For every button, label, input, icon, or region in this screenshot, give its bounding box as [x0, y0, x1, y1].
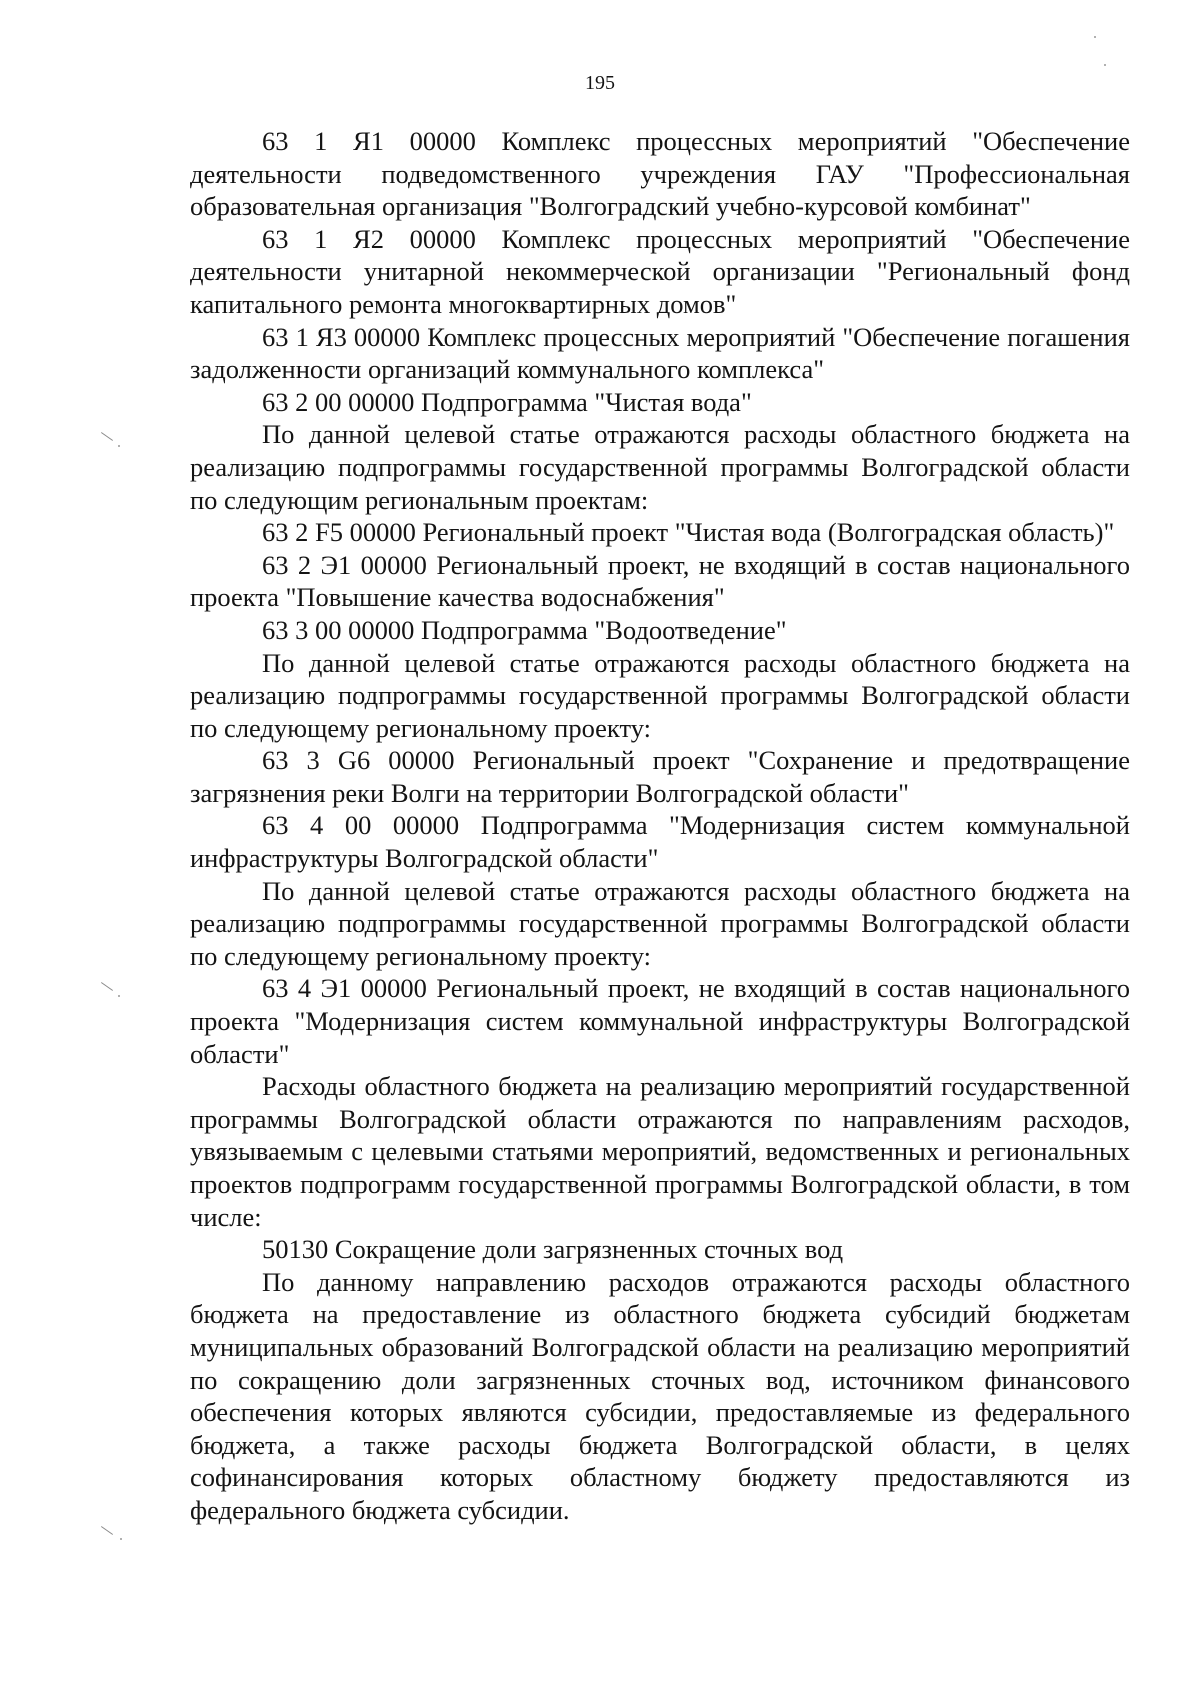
paragraph-13: 63 4 Э1 00000 Региональный проект, не входящий в состав национального проекта "Модернизация систем коммунальной инфраструктуры Волгоградской области" [190, 973, 1130, 1069]
paragraph-5: По данной целевой статье отражаются расходы областного бюджета на реализацию подпрограммы государственной программы Волгоградской области по следующим региональным проектам: [190, 419, 1130, 515]
scan-dot [118, 445, 120, 447]
paragraph-8: 63 3 00 00000 Подпрограмма "Водоотведение" [262, 614, 787, 645]
paragraph-1: 63 1 Я1 00000 Комплекс процессных мероприятий "Обеспечение деятельности подведомственного учреждения ГАУ "Профессиональная образовательная организация "Волгоградский учебно-курсовой комбинат" [190, 126, 1130, 222]
document-body [190, 125, 1130, 1527]
scan-dot [1104, 64, 1106, 66]
paragraph-7: 63 2 Э1 00000 Региональный проект, не входящий в состав национального проекта "Повышение качества водоснабжения" [190, 549, 1130, 613]
scan-mark [101, 432, 113, 441]
page-number: 195 [585, 72, 615, 94]
paragraph-3: 63 1 Я3 00000 Комплекс процессных мероприятий "Обеспечение погашения задолженности организаций коммунального комплекса" [190, 321, 1130, 385]
scan-dot [1094, 36, 1096, 38]
scan-dot [118, 995, 120, 997]
scan-mark [101, 982, 113, 991]
paragraph-14: Расходы областного бюджета на реализацию мероприятий государственной программы Волгоградской области отражаются по направлениям расходов, увязываемым с целевыми статьями мероприятий, ведомственных и региональных проектов подпрограмм государственной программы Волгоградской области, в том числе: [190, 1071, 1130, 1232]
scan-dot [120, 1538, 122, 1540]
paragraph-16: По данному направлению расходов отражаются расходы областного бюджета на предоставление из областного бюджета субсидий бюджетам муниципальных образований Волгоградской области на реализацию мероприятий по сокращению доли загрязненных сточных вод, источником финансового обеспечения которых являются субсидии, предоставляемые из федерального бюджета, а также расходы бюджета Волгоградской области, в целях софинансирования которых областному бюджету предоставляются из федерального бюджета субсидии. [190, 1266, 1130, 1525]
paragraph-15: 50130 Сокращение доли загрязненных сточных вод [262, 1234, 844, 1265]
paragraph-11: 63 4 00 00000 Подпрограмма "Модернизация систем коммунальной инфраструктуры Волгоградской области" [190, 810, 1130, 874]
paragraph-12: По данной целевой статье отражаются расходы областного бюджета на реализацию подпрограммы государственной программы Волгоградской области по следующему региональному проекту: [190, 875, 1130, 971]
paragraph-6: 63 2 F5 00000 Региональный проект "Чистая вода (Волгоградская область)" [262, 517, 1115, 548]
paragraph-10: 63 3 G6 00000 Региональный проект "Сохранение и предотвращение загрязнения реки Волги на территории Волгоградской области" [190, 745, 1130, 808]
paragraph-2: 63 1 Я2 00000 Комплекс процессных мероприятий "Обеспечение деятельности унитарной некоммерческой организации "Региональный фонд капитального ремонта многоквартирных домов" [190, 223, 1130, 319]
paragraph-9: По данной целевой статье отражаются расходы областного бюджета на реализацию подпрограммы государственной программы Волгоградской области по следующему региональному проекту: [190, 647, 1130, 743]
scan-mark [101, 1526, 113, 1535]
paragraph-4: 63 2 00 00000 Подпрограмма "Чистая вода" [262, 386, 752, 417]
